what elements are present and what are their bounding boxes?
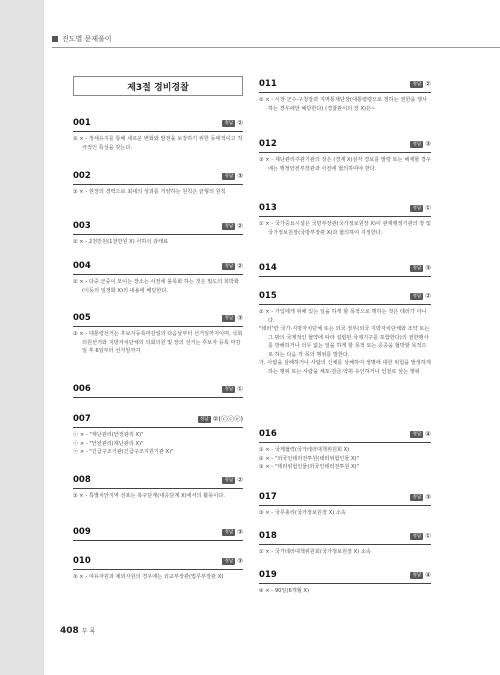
answer-value: ① [425,204,431,212]
explanation-line: ③ × - 국무총리(국가정보원장 X) 소속 [259,510,346,516]
item-divider [259,304,431,305]
explanation [73,573,243,582]
answer-value: ③ [425,493,431,501]
question-number: 010 [73,556,91,566]
answer-badge-icon: 정답 [224,530,234,535]
answer-badge-icon: 정답 [412,206,422,211]
explanation-line: ② × - 시장·군수·구청장과 지역통제단장(대통령령으로 정하는 권한을 행사하는 경우에만 해당한다) (경찰관서의 장 X)은~ [259,97,428,112]
explanation [259,548,431,557]
question-number: 016 [259,429,277,439]
question-number: 007 [73,414,91,424]
correct-answer [410,291,431,302]
explanation-line: ① × - 국제협력(국가테러대책위원회 X) [259,447,350,453]
question-number: 001 [73,118,91,128]
question-number: 004 [73,261,91,271]
answer-badge-icon: 정답 [412,82,422,87]
answer-badge-icon: 정답 [412,573,422,578]
explanation [73,238,243,247]
answer-badge-icon: 정답 [224,559,234,564]
answer-badge-icon: 정답 [199,417,209,422]
item-divider [259,544,431,545]
question-number: 014 [259,263,277,273]
answer-value: ② [425,80,431,88]
explanation-line: ② × - 다중 군중이 모이는 장소는 사전에 블록화 하는 것은 밀도의 희박화(이동의 일정화 X)의 내용에 해당한다. [73,279,239,294]
item-divider [259,505,431,506]
correct-answer [222,171,243,182]
explanation-line: ② × - 2천만원(1천만원 X) 이하의 과태료 [73,239,169,245]
correct-answer [410,203,431,214]
item-divider [73,184,243,185]
answer-badge-icon: 정답 [224,264,234,269]
explanation-line: ③ × - 재난관리주관기관의 장은 (경계 X)심각 경보를 발령 또는 해제할 경우에는 행정안전부장관과 사전에 협의하여야 한다. [259,157,431,172]
correct-answer [222,221,243,232]
item-divider [73,427,243,428]
answer-value: ③ [237,557,243,565]
answer-badge-icon: 정답 [224,121,234,126]
question-number: 017 [259,492,277,502]
item-divider [259,276,431,277]
correct-answer [410,492,431,503]
explanation [73,278,243,295]
item-divider [259,442,431,443]
explanation [73,188,243,197]
answer-value: ① [237,385,243,393]
answer-value: ② [237,222,243,230]
explanation [259,308,431,376]
item-divider [73,131,243,132]
explanation-line: ⓒ × - "안전관리(재난관리 X)" [73,440,144,447]
explanation [73,135,243,152]
correct-answer [222,313,243,324]
running-header [52,32,500,48]
answer-value: ② [425,292,431,300]
answer-badge-icon: 정답 [224,387,234,392]
item-divider [73,488,243,489]
item-divider [259,152,431,153]
answer-value: ② [237,476,243,484]
correct-answer [222,261,243,272]
answer-value: ④ [425,430,431,438]
correct-answer [410,79,431,90]
explanation [73,431,243,457]
item-divider [73,540,243,541]
question-number: 011 [259,79,277,89]
answer-value: ① [425,532,431,540]
correct-answer [410,263,431,274]
explanation-line: ③ × - "테러위험인물(외국인테러전투원 X)" [259,464,359,470]
footer-label: 부 록 [81,628,96,635]
answer-value: ③ [425,140,431,148]
answer-badge-icon: 정답 [412,495,422,500]
correct-answer [410,570,431,581]
page-footer [60,626,95,636]
answer-badge-icon: 정답 [224,224,234,229]
explanation-line: ③ × - 특별치안지역 선포는 복구단계(대응단계 X)에서의 활동이다. [73,493,225,499]
question-number: 012 [259,139,277,149]
correct-answer [222,384,243,395]
explanation-line: ③ × - 대통령선거는 후보자등록마감일의 다음날부터 선거일까지이며, 국회의원선거와 지방자치단체의 의회의원 및 장의 선거는 후보자 등록 마감일 후 6일부터 선거일까지 [73,331,243,354]
correct-answer [410,139,431,150]
answer-value: ④ [425,571,431,579]
item-divider [73,569,243,570]
answer-value: ③ [237,172,243,180]
answer-badge-icon: 정답 [224,316,234,321]
answer-value: ③ [237,528,243,536]
header-divider [52,47,500,48]
answer-badge-icon: 정답 [412,294,422,299]
correct-answer [198,414,243,425]
item-divider [73,274,243,275]
item-divider [259,92,431,93]
explanation [73,330,243,356]
item-divider [73,326,243,327]
correct-answer [410,429,431,440]
explanation-line: ③ × - 현장의 경력으로 최대의 성과를 거양하는 원칙은 균형의 원칙 [73,189,226,195]
explanation-line: ② × - "외국인테러전투원(테러위험인물 X)" [259,455,359,462]
question-number: 005 [73,313,91,323]
question-number: 003 [73,221,91,231]
explanation-line: ① × - 국가테러대책위원회(국가정보원장 X) 소속 [259,549,371,555]
correct-answer [222,556,243,567]
answer-badge-icon: 정답 [412,142,422,147]
correct-answer [222,118,243,129]
answer-value: ③ [237,314,243,322]
item-divider [73,397,243,398]
header-marker-icon [52,36,58,42]
item-divider [73,234,243,235]
correct-answer [222,475,243,486]
explanation [259,587,431,596]
answer-value: ② [237,119,243,127]
explanation-line: ③ × - 여유자원과 제외자원의 경우에는 외교부장관(법무부장관 X) [73,574,224,580]
question-number: 006 [73,384,91,394]
explanation [73,492,243,501]
explanation-line: "테러"란 국가·지방자치단체 또는 외국 정부(외국 지방자치단체와 조약 또는 그 밖의 국제적인 협약에 따라 설립된 국제기구를 포함한다)의 권한행사를 방해하거나 의무 없는 일을 하게 할 목적 또는 공중을 협박할 목적으로 하는 다음 각 목의 행위를 말한다. [259,326,430,358]
answer-value: ② [237,262,243,270]
explanation-line: ② × - 가입에게 위해 있는 일을 하게 할 목적으로 행하는 것은 테러가 아니다. [259,309,427,324]
item-divider [259,583,431,584]
question-number: 019 [259,570,277,580]
page-margin-band [0,0,44,675]
answer-badge-icon: 정답 [412,266,422,271]
correct-answer [410,531,431,542]
explanation-line: ⓒ × - "재난관리(안전관리 X)" [73,432,144,438]
question-number: 013 [259,203,277,213]
explanation-line: 가. 사람을 살해하거나 사람의 신체를 상해하여 생명에 대한 위험을 발생하게 하는 행위 또는 사람을 체포·감금·약취·유인하거나 인질로 삼는 행위 [259,360,431,375]
explanation [259,220,431,237]
answer-badge-icon: 정답 [412,534,422,539]
header-title: 진도별 문제풀이 [62,35,112,43]
answer-badge-icon: 정답 [224,478,234,483]
answer-value: ②(ⓒⓒⓔ) [212,415,243,423]
answer-badge-icon: 정답 [412,432,422,437]
question-number: 018 [259,531,277,541]
explanation [259,446,431,472]
explanation-line: ④ × - 90일(6개월 X) [259,588,310,594]
question-number: 009 [73,527,91,537]
correct-answer [222,527,243,538]
answer-value: ③ [425,264,431,272]
section-title: 제3절 경비경찰 [73,76,243,96]
question-number: 015 [259,291,277,301]
page-number: 408 [60,626,79,636]
explanation [259,156,431,173]
question-number: 002 [73,171,91,181]
item-divider [259,216,431,217]
explanation [259,509,431,518]
explanation-line: ⓔ × - "긴급구조기관(긴급구조지원기관 X)" [73,449,174,455]
explanation [259,96,431,113]
explanation-line: ② × - 정세유지를 통해 새로운 변화와 발전을 보장하기 위한 동태적이고 적극적인 특성을 갖는다. [73,136,243,151]
explanation-line: ① × - 국가중요시설은 국방부장관(국가정보원장 X)이 관계행정기관의 장 및 국가정보원장(국방부장관 X)과 협의하여 지정한다. [259,221,431,236]
answer-badge-icon: 정답 [224,174,234,179]
question-number: 008 [73,475,91,485]
